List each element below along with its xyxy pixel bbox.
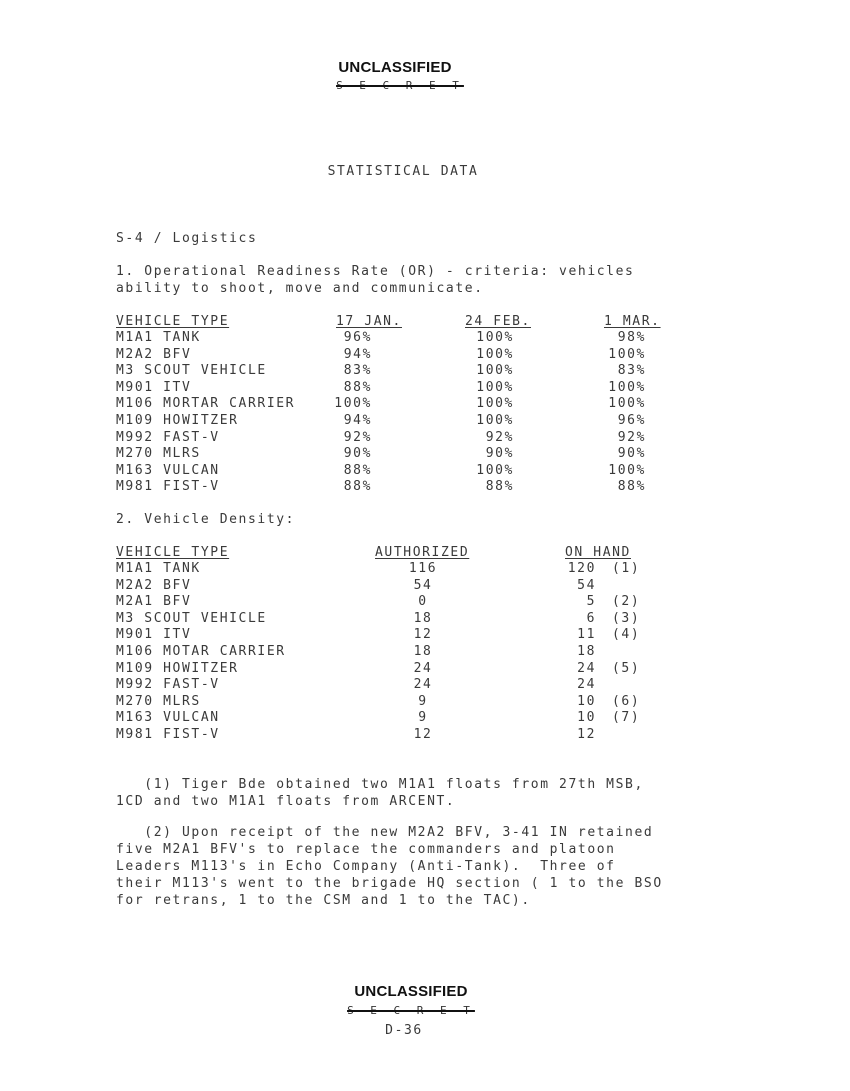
authorized-cell: 9 [418,710,428,726]
vehicle-type-cell: M163 VULCAN [116,462,220,478]
col-vehicle-type: VEHICLE TYPE [116,545,230,560]
vehicle-type-cell: M992 FAST-V [116,677,220,693]
table-row [0,347,850,363]
table-row [0,396,850,412]
or-24-feb-cell: 100% [476,462,514,478]
or-1-mar-cell: 92% [617,429,646,445]
table-row [0,363,850,379]
table-row [0,694,850,710]
or-24-feb-cell: 100% [476,413,514,428]
vehicle-type-cell: M2A1 BFV [116,594,192,610]
item1-line2: ability to shoot, move and communicate. [116,281,484,296]
or-17-jan-cell: 96% [343,330,372,345]
on-hand-cell: 5 [586,594,596,610]
col-on-hand: ON HAND [565,545,631,560]
or-17-jan-cell: 90% [343,446,372,462]
or-24-feb-cell: 90% [485,446,514,462]
authorized-cell: 0 [418,594,428,610]
vehicle-type-cell: M2A2 BFV [116,346,192,362]
note-2-line-2: five M2A1 BFV's to replace the commanders and platoon [116,842,616,857]
item2-heading: 2. Vehicle Density: [116,512,296,527]
authorized-cell: 18 [413,610,433,626]
on-hand-cell: 12 [577,727,596,742]
table-row [0,627,850,643]
footnote-ref-cell: (2) [612,594,641,610]
on-hand-cell: 6 [586,610,596,626]
footer-struck-marking: S E C R E T [347,1004,475,1017]
or-24-feb-cell: 92% [485,429,514,445]
vehicle-type-cell: M901 ITV [116,379,192,395]
on-hand-cell: 10 [577,693,596,709]
or-1-mar-cell: 83% [617,363,646,379]
table-row [0,644,850,660]
vehicle-type-cell: M106 MOTAR CARRIER [116,644,286,659]
table-row [0,594,850,610]
authorized-cell: 12 [413,727,433,742]
header-classification: UNCLASSIFIED [338,59,452,76]
col-vehicle-type: VEHICLE TYPE [116,314,230,329]
table-row [0,661,850,677]
on-hand-cell: 18 [577,644,596,659]
or-1-mar-cell: 98% [617,330,646,345]
footnote-ref-cell: (7) [612,710,641,726]
footnote-ref-cell: (5) [612,660,641,676]
or-24-feb-cell: 88% [485,479,514,495]
vehicle-type-cell: M992 FAST-V [116,429,220,445]
vehicle-type-cell: M981 FIST-V [116,727,220,742]
vehicle-type-cell: M901 ITV [116,627,192,643]
authorized-cell: 9 [418,693,428,709]
table-row [0,677,850,693]
table-row [0,578,850,594]
vehicle-type-cell: M1A1 TANK [116,330,201,345]
or-17-jan-cell: 88% [343,479,372,495]
page-title: STATISTICAL DATA [327,164,479,179]
table-row [0,446,850,462]
table-row [0,430,850,446]
vehicle-type-cell: M109 HOWITZER [116,660,239,676]
vehicle-type-cell: M270 MLRS [116,446,201,462]
footnote-ref-cell: (4) [612,627,641,643]
table-row [0,479,850,495]
or-24-feb-cell: 100% [476,379,514,395]
page-number: D-36 [385,1023,423,1038]
density-table-header [0,545,850,561]
note-2-line-1: (2) Upon receipt of the new M2A2 BFV, 3-41 IN retained [116,825,654,840]
or-17-jan-cell: 88% [343,462,372,478]
on-hand-cell: 120 [567,561,596,576]
or-17-jan-cell: 100% [334,396,372,412]
footnote-ref-cell: (6) [612,693,641,709]
note-1-line-2: 1CD and two M1A1 floats from ARCENT. [116,794,456,809]
or-1-mar-cell: 100% [608,462,646,478]
vehicle-type-cell: M270 MLRS [116,693,201,709]
or-24-feb-cell: 100% [476,396,514,412]
or-17-jan-cell: 92% [343,429,372,445]
on-hand-cell: 24 [577,660,596,676]
note-2-line-5: for retrans, 1 to the CSM and 1 to the TAC). [116,893,531,908]
or-table-header [0,314,850,330]
item1-line1: 1. Operational Readiness Rate (OR) - criteria: vehicles [116,264,635,279]
table-row [0,413,850,429]
authorized-cell: 12 [413,627,433,643]
vehicle-type-cell: M981 FIST-V [116,479,220,495]
or-1-mar-cell: 90% [617,446,646,462]
authorized-cell: 24 [413,677,433,693]
vehicle-type-cell: M1A1 TANK [116,561,201,576]
on-hand-cell: 10 [577,710,596,726]
vehicle-type-cell: M163 VULCAN [116,710,220,726]
vehicle-type-cell: M3 SCOUT VEHICLE [116,610,267,626]
col-17-jan: 17 JAN. [336,314,402,329]
footnote-ref-cell: (3) [612,610,641,626]
or-17-jan-cell: 83% [343,363,372,379]
or-1-mar-cell: 96% [617,413,646,428]
vehicle-type-cell: M106 MORTAR CARRIER [116,396,296,412]
or-17-jan-cell: 88% [343,379,372,395]
or-1-mar-cell: 100% [608,396,646,412]
or-24-feb-cell: 100% [476,346,514,362]
footer-classification: UNCLASSIFIED [354,983,468,1000]
on-hand-cell: 54 [577,577,596,593]
or-17-jan-cell: 94% [343,413,372,428]
note-1-line-1: (1) Tiger Bde obtained two M1A1 floats from 27th MSB, [116,777,644,792]
table-row [0,611,850,627]
table-row [0,561,850,577]
table-row [0,380,850,396]
or-1-mar-cell: 88% [617,479,646,495]
table-row [0,710,850,726]
authorized-cell: 18 [413,644,433,659]
vehicle-type-cell: M109 HOWITZER [116,413,239,428]
col-1-mar: 1 MAR. [604,314,661,329]
vehicle-type-cell: M2A2 BFV [116,577,192,593]
table-row [0,463,850,479]
note-2-line-3: Leaders M113's in Echo Company (Anti-Tank). Three of [116,859,616,874]
header-struck-marking: S E C R E T [336,79,464,92]
or-24-feb-cell: 100% [476,363,514,379]
col-authorized: AUTHORIZED [375,545,470,560]
or-1-mar-cell: 100% [608,379,646,395]
section-heading: S-4 / Logistics [116,231,258,246]
authorized-cell: 116 [408,561,438,576]
or-1-mar-cell: 100% [608,346,646,362]
table-row [0,330,850,346]
on-hand-cell: 11 [577,627,596,643]
authorized-cell: 24 [413,660,433,676]
note-2-line-4: their M113's went to the brigade HQ section ( 1 to the BSO [116,876,663,891]
vehicle-type-cell: M3 SCOUT VEHICLE [116,363,267,379]
or-17-jan-cell: 94% [343,346,372,362]
table-row [0,727,850,743]
or-24-feb-cell: 100% [476,330,514,345]
on-hand-cell: 24 [577,677,596,693]
authorized-cell: 54 [413,577,433,593]
footnote-ref-cell: (1) [612,561,641,576]
col-24-feb: 24 FEB. [465,314,531,329]
